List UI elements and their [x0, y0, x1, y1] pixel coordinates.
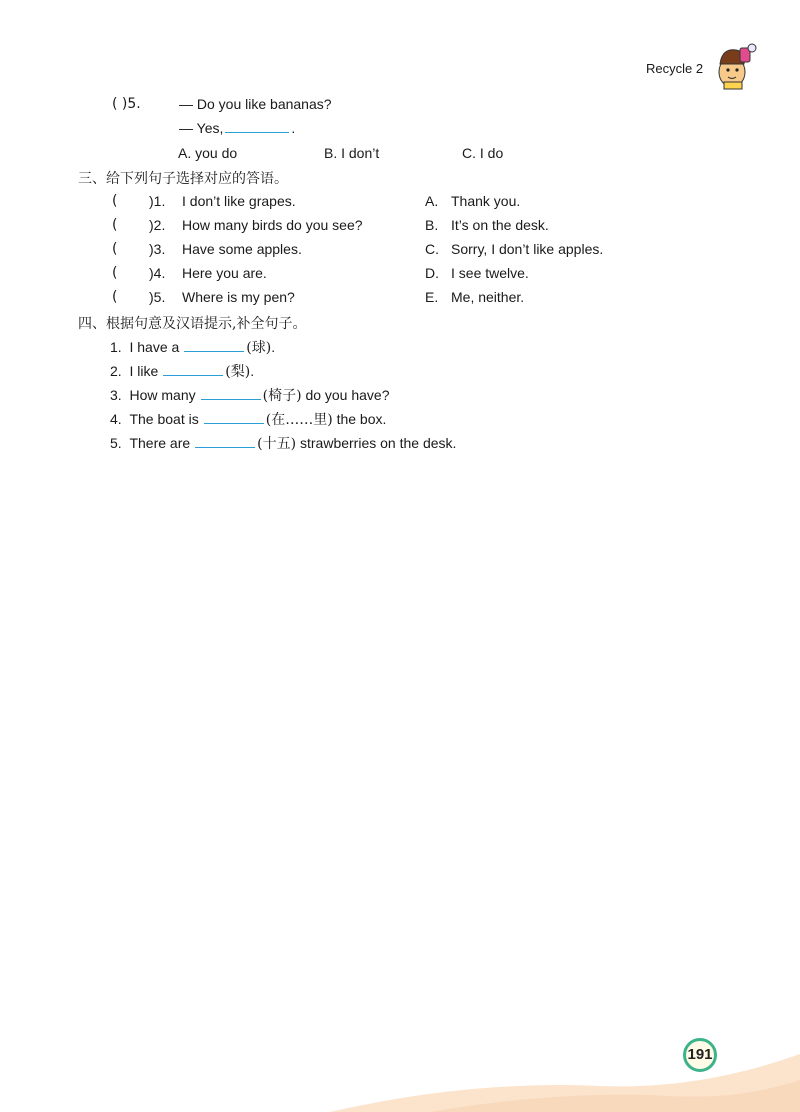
answer-paren-open: ( — [112, 289, 118, 305]
answer-text: I see twelve. — [451, 265, 529, 281]
question-text: — Do you like bananas? — [179, 96, 332, 112]
item-prefix: There are — [129, 435, 191, 451]
item-text: Where is my pen? — [182, 289, 295, 305]
fill-item — [110, 385, 390, 405]
answer-text: Me, neither. — [451, 289, 525, 305]
answer-suffix: . — [291, 120, 296, 136]
chinese-hint: (在……里) — [265, 412, 333, 428]
section-title: Recycle 2 — [646, 61, 704, 76]
answer-line — [179, 120, 295, 136]
item-suffix: . — [271, 339, 276, 355]
answer-prefix: — Yes, — [179, 120, 224, 136]
answer-blank[interactable] — [225, 131, 289, 133]
item-number: 3. — [110, 387, 122, 403]
fill-blank[interactable] — [195, 446, 255, 448]
answer-letter: E. — [425, 289, 439, 305]
fill-item — [110, 337, 275, 357]
item-number: )1. — [149, 193, 166, 209]
item-text: How many birds do you see? — [182, 217, 363, 233]
section-heading: 三、给下列句子选择对应的答语。 — [78, 171, 288, 187]
fill-blank[interactable] — [201, 398, 261, 400]
chinese-hint: (梨) — [225, 364, 251, 380]
item-number: 4. — [110, 411, 122, 427]
item-text: I don’t like grapes. — [182, 193, 296, 209]
item-prefix: How many — [129, 387, 196, 403]
item-text: Have some apples. — [182, 241, 302, 257]
answer-text: It’s on the desk. — [451, 217, 549, 233]
chinese-hint: (十五) — [257, 436, 297, 452]
option-c: C. I do — [462, 145, 504, 161]
section-heading: 四、根据句意及汉语提示,补全句子。 — [78, 316, 307, 332]
item-number: 1. — [110, 339, 122, 355]
item-prefix: The boat is — [129, 411, 199, 427]
footer-wave — [0, 1040, 800, 1112]
item-text: Here you are. — [182, 265, 267, 281]
item-suffix: the box. — [336, 411, 387, 427]
page-number: 191 — [683, 1038, 717, 1072]
answer-paren-open: ( — [112, 265, 118, 281]
answer-paren-open: ( — [112, 193, 118, 209]
item-number: )5. — [149, 289, 166, 305]
fill-item — [110, 409, 386, 429]
answer-letter: C. — [425, 241, 439, 257]
fill-blank[interactable] — [204, 422, 264, 424]
answer-letter: A. — [425, 193, 439, 209]
fill-blank[interactable] — [184, 350, 244, 352]
fill-blank[interactable] — [163, 374, 223, 376]
item-number: 2. — [110, 363, 122, 379]
option-b: B. I don’t — [324, 145, 380, 161]
item-prefix: I like — [129, 363, 159, 379]
item-number: 5. — [110, 435, 122, 451]
item-suffix: . — [250, 363, 255, 379]
answer-text: Sorry, I don’t like apples. — [451, 241, 604, 257]
answer-letter: B. — [425, 217, 439, 233]
answer-paren: ( )5. — [112, 96, 141, 112]
chinese-hint: (球) — [246, 340, 272, 356]
reading-kid-icon — [712, 40, 758, 90]
fill-item — [110, 433, 456, 453]
answer-letter: D. — [425, 265, 439, 281]
item-prefix: I have a — [129, 339, 180, 355]
chinese-hint: (椅子) — [262, 388, 302, 404]
fill-item — [110, 361, 254, 381]
item-suffix: do you have? — [305, 387, 390, 403]
answer-text: Thank you. — [451, 193, 521, 209]
item-suffix: strawberries on the desk. — [300, 435, 457, 451]
item-number: )3. — [149, 241, 166, 257]
item-number: )2. — [149, 217, 166, 233]
item-number: )4. — [149, 265, 166, 281]
option-a: A. you do — [178, 145, 238, 161]
answer-paren-open: ( — [112, 241, 118, 257]
answer-paren-open: ( — [112, 217, 118, 233]
